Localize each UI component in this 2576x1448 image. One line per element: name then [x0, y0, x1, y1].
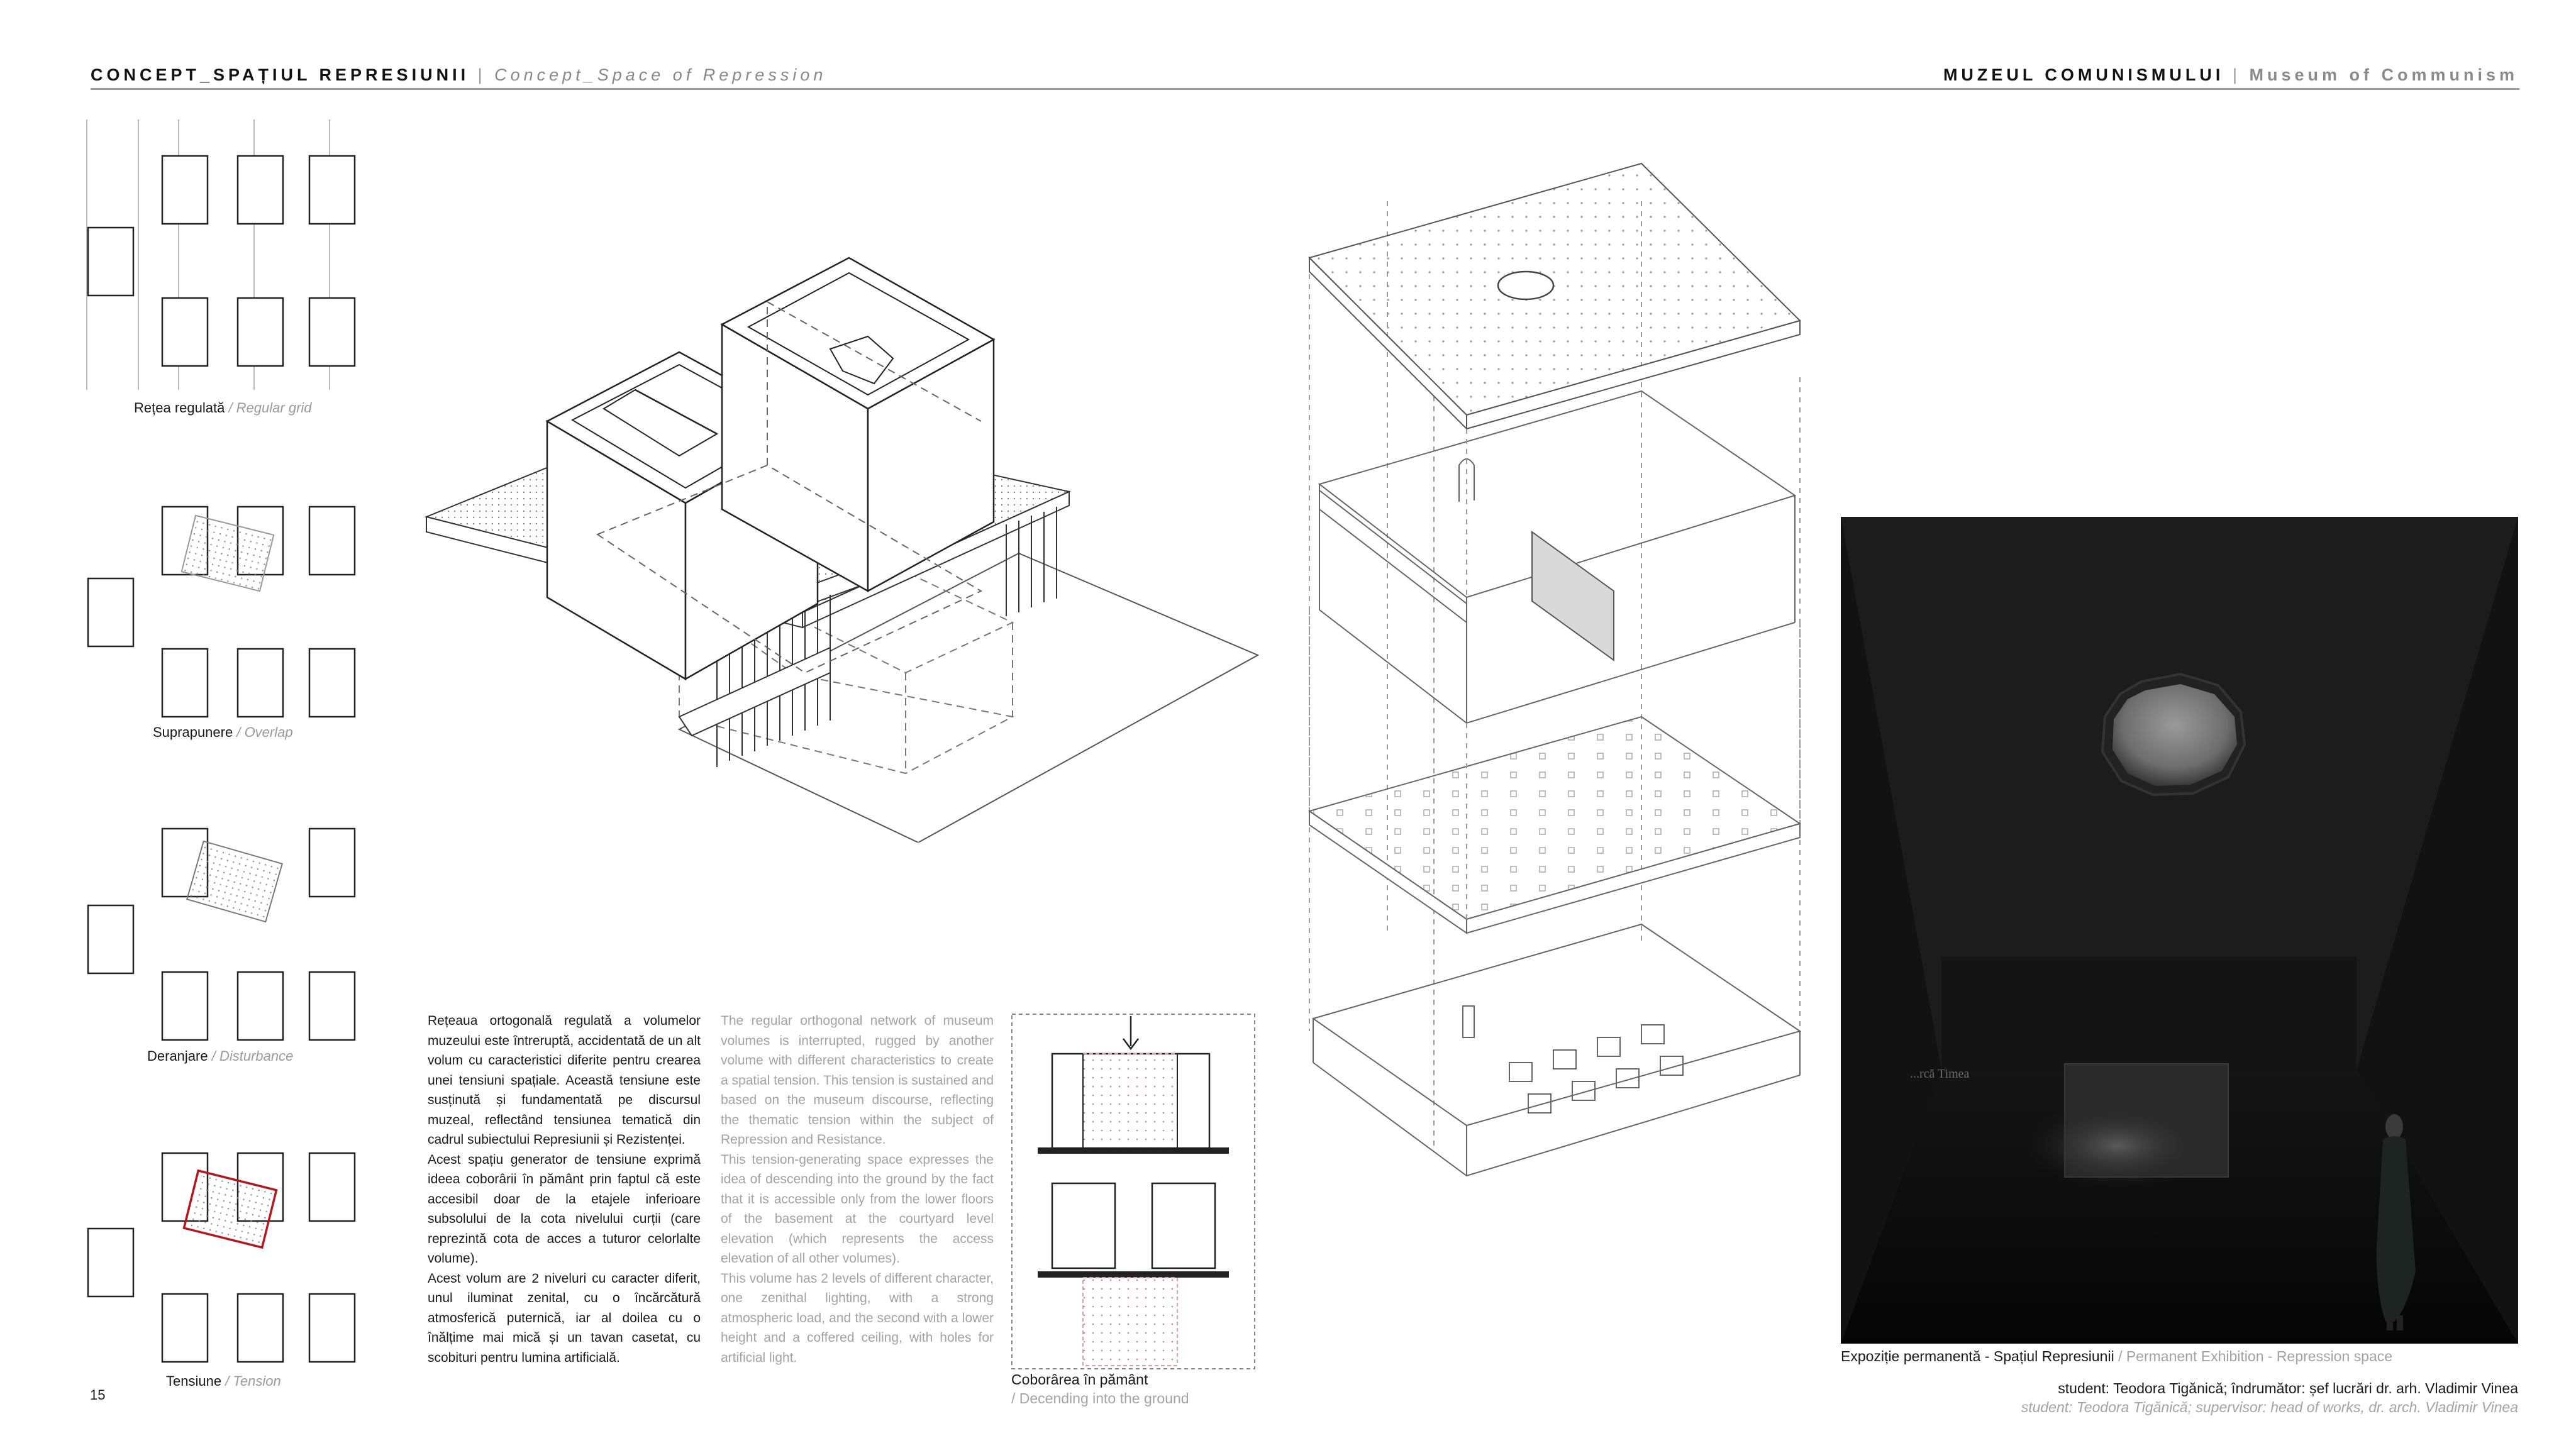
- caption-regular-grid: [134, 400, 312, 416]
- wall-inscription: ...rcă Timea: [1910, 1067, 1970, 1081]
- caption-overlap-ro: Suprapunere: [153, 724, 233, 740]
- caption-disturbance-en: / Disturbance: [211, 1048, 294, 1064]
- header-title-ro: CONCEPT_SPAȚIUL REPRESIUNII: [91, 65, 470, 84]
- caption-overlap-en: / Overlap: [236, 724, 293, 740]
- section-caption-en: / Decending into the ground: [1011, 1390, 1189, 1407]
- caption-tension: [166, 1373, 281, 1390]
- section-diagram: [1011, 1014, 1257, 1371]
- description-en: [721, 1011, 994, 1368]
- axonometric-drawing: [415, 239, 1264, 843]
- caption-disturbance-ro: Deranjare: [147, 1048, 208, 1064]
- caption-regular-grid-en: / Regular grid: [228, 400, 312, 416]
- project-title-ro: MUZEUL COMUNISMULUI: [1943, 65, 2224, 84]
- caption-tension-en: / Tension: [225, 1373, 281, 1389]
- exhibition-render: [1841, 517, 2518, 1344]
- header-separator: |: [477, 65, 486, 84]
- render-caption-en: / Permanent Exhibition - Repression space: [2118, 1348, 2393, 1364]
- diagram-tension: [82, 1144, 371, 1377]
- description-en-p1: The regular orthogonal network of museum volumes is interrupted, rugged by another volume with different characteristics to create a spatial tension. This tension is sustained and based on the museum discourse, reflecting the thematic tension within the subject of Repression and Resistance.: [721, 1014, 994, 1147]
- page-number: 15: [90, 1387, 106, 1403]
- header-right: [1943, 65, 2518, 85]
- caption-overlap: [153, 724, 293, 741]
- description-en-p2: This tension-generating space expresses the idea of descending into the ground by the fact that it is accessible only from the lower floors of the basement at the courtyard level elevation (which represents the access elevation of all other volumes).: [721, 1152, 994, 1266]
- description-ro-p3: Acest volum are 2 niveluri cu caracter diferit, unul iluminat zenital, cu o încărcătură atmosferică puternică, iar al doilea cu o înălțime mai mică și un tavan casetat, cu scobituri pentru lumina artificială.: [428, 1271, 701, 1365]
- diagram-disturbance: [82, 817, 371, 1050]
- description-en-p3: This volume has 2 levels of different character, one zenithal lighting, with a strong atmospheric load, and the second with a lower height and a coffered ceiling, with holes for artificial light.: [721, 1271, 994, 1365]
- diagram-overlap: [82, 497, 371, 723]
- credits-ro: student: Teodora Tigănică; îndrumător: șef lucrări dr. arh. Vladimir Vinea: [2058, 1380, 2518, 1396]
- render-scene: [1841, 517, 2518, 1344]
- header-separator-right: |: [2232, 65, 2241, 84]
- section-caption-ro: Coborârea în pământ: [1011, 1371, 1148, 1388]
- credits-en: student: Teodora Tigănică; supervisor: head of works, dr. arch. Vladimir Vinea: [2021, 1399, 2518, 1415]
- exploded-axonometric: [1302, 145, 1811, 1226]
- render-caption: [1841, 1348, 2392, 1365]
- caption-disturbance: [147, 1048, 293, 1064]
- description-ro: [428, 1011, 701, 1368]
- header-title-en: Concept_Space of Repression: [494, 65, 827, 84]
- diagram-regular-grid: [82, 119, 371, 396]
- caption-regular-grid-ro: Rețea regulată: [134, 400, 225, 416]
- caption-tension-ro: Tensiune: [166, 1373, 222, 1389]
- header-left: [91, 65, 826, 85]
- header-rule: [91, 88, 2519, 90]
- render-caption-ro: Expoziție permanentă - Spațiul Represiunii: [1841, 1348, 2114, 1364]
- description-ro-p2: Acest spațiu generator de tensiune exprimă ideea coborârii în pământ prin faptul că este accesibil doar de la etajele inferioare subsolului de la cota nivelului curții (care reprezintă cota de acces a tuturor celorlalte volume).: [428, 1152, 701, 1266]
- project-title-en: Museum of Communism: [2249, 65, 2518, 84]
- description-ro-p1: Rețeaua ortogonală regulată a volumelor muzeului este întreruptă, accidentată de un alt volum cu caracteristici diferite pentru crearea unei tensiuni spațiale. Această tensiune este susținută și fundamentată pe discursul muzeal, reflectând tensiunea tematică din cadrul subiectului Represiunii și Rezistenței.: [428, 1014, 701, 1147]
